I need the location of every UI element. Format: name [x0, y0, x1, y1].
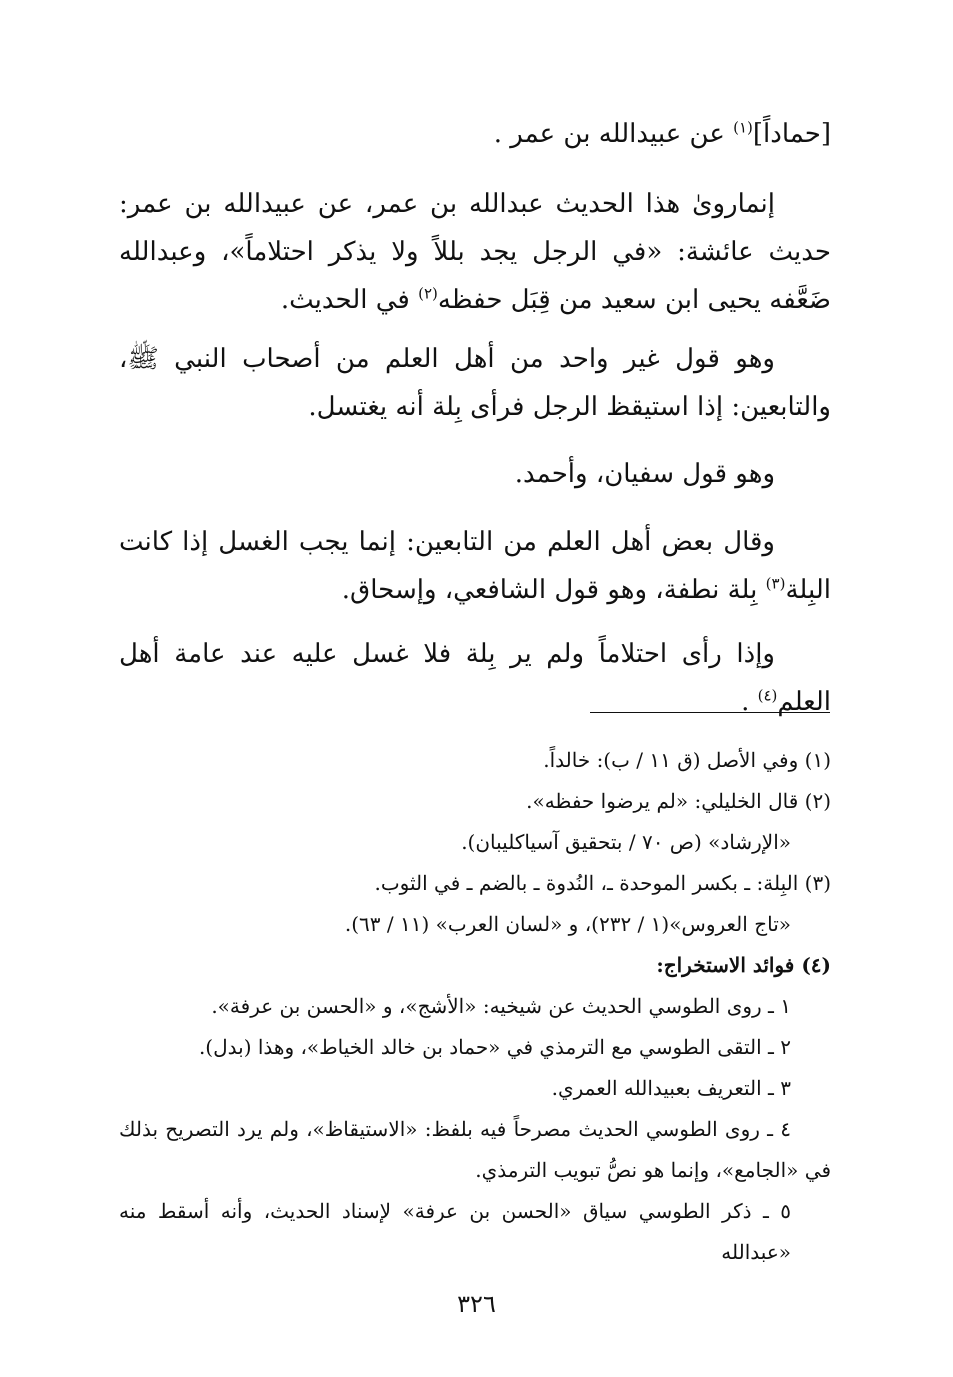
- footnote-2-source: «الإرشاد» (ص ٧٠ / بتحقيق آسياكليبان).: [461, 830, 791, 854]
- paragraph-4-text: وقال بعض أهل العلم من التابعين: إنما يجب الغسل إذا كانت البِلة: [119, 527, 831, 605]
- paragraph-5-text: وإذا رأى احتلاماً ولم ير بِلة فلا غسل عليه عند عامة أهل العلم: [119, 639, 831, 717]
- footnote-3: (٣) البِلة: ـ بكسر الموحدة ـ، النُدوة ـ بالضم ـ في الثوب.: [374, 871, 831, 895]
- paragraph-3-text: وهو قول سفيان، وأحمد.: [514, 459, 775, 489]
- main-paragraph-0: [119, 110, 831, 158]
- footnote-4-heading: (٤) فوائد الاستخراج:: [656, 953, 831, 977]
- main-paragraph-1: [119, 180, 831, 324]
- footnote-3-source: «تاج العروس»(١ / ٢٣٢)، و «لسان العرب» (١١ / ٦٣).: [344, 912, 791, 936]
- main-paragraph-2: [119, 335, 831, 431]
- footnote-2: (٢) قال الخليلي: «لم يرضوا حفظه».: [526, 789, 831, 813]
- bracket-name: [حماداً]: [752, 119, 831, 149]
- footnote-ref-1[interactable]: (١): [733, 118, 753, 137]
- footnote-1: (١) وفي الأصل (ق ١١ / ب): خالداً.: [543, 748, 831, 772]
- paragraph-1-text: إنماروىٰ هذا الحديث عبدالله بن عمر، عن عبيدالله بن عمر: حديث عائشة: «في الرجل يجد بللاً ولا يذكر احتلاماً»، وعبدالله ضَعَّفه يحيى ابن سعيد من قِبَل حفظه: [119, 189, 831, 315]
- paragraph-4-rest: بِلة نطفة، وهو قول الشافعي، وإسحاق.: [341, 575, 766, 605]
- page-number: ٣٢٦: [457, 1290, 496, 1318]
- footnote-4-item-1: ١ ـ روى الطوسي الحديث عن شيخيه: «الأشج»، و «الحسن بن عرفة».: [211, 994, 791, 1018]
- paragraph-0-rest: عن عبيدالله بن عمر .: [493, 119, 734, 149]
- footnote-4-item-3: ٣ ـ التعريف بعبيدالله العمري.: [551, 1076, 791, 1100]
- paragraph-5-rest: .: [741, 687, 758, 717]
- footnote-ref-4[interactable]: (٤): [757, 686, 778, 705]
- footnote-4-item-2: ٢ ـ التقى الطوسي مع الترمذي في «حماد بن خالد الخياط»، وهذا (بدل).: [198, 1035, 791, 1059]
- footnotes: [119, 740, 831, 1273]
- footnote-ref-2[interactable]: (٢): [418, 284, 438, 303]
- footnote-4-item-4-cont: في «الجامع»، وإنما هو نصُّ تبويب الترمذي.: [475, 1158, 831, 1182]
- footnote-4-item-4: ٤ ـ روى الطوسي الحديث مصرحاً فيه بلفظ: «الاستيقاظ»، ولم يرد التصريح بذلك: [119, 1117, 791, 1141]
- footnote-separator: [590, 712, 830, 713]
- main-paragraph-3: [119, 450, 831, 498]
- main-paragraph-4: [119, 518, 831, 614]
- paragraph-1-rest: في الحديث.: [280, 285, 419, 315]
- footnote-4-item-5: ٥ ـ ذكر الطوسي سياق «الحسن بن عرفة» لإسناد الحديث، وأنه أسقط منه «عبدالله: [119, 1199, 791, 1264]
- footnote-ref-3[interactable]: (٣): [765, 574, 786, 593]
- paragraph-2-text: وهو قول غير واحد من أهل العلم من أصحاب النبي ﷺ، والتابعين: إذا استيقظ الرجل فرأى بِلة أنه يغتسل.: [119, 344, 831, 422]
